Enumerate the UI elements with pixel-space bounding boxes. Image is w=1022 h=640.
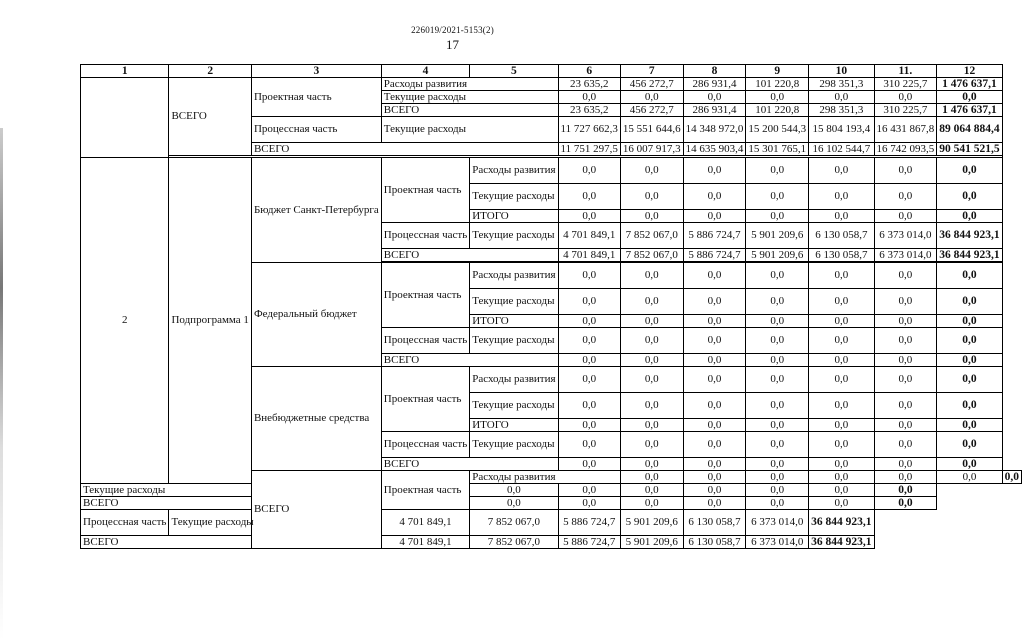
cell-value: 0,0 [746,354,809,367]
cell-value: 16 007 917,3 [620,143,683,156]
cell-value: 0,0 [620,484,683,497]
cell-value: 15 804 193,4 [809,117,874,143]
cell-value: 0,0 [620,91,683,104]
cell-total: 36 844 923,1 [937,223,1002,249]
cell-value: 0,0 [558,210,620,223]
cell-value: 5 901 209,6 [746,223,809,249]
cell-value: 7 852 067,0 [620,223,683,249]
row-label-project: Проектная часть [251,78,381,117]
cell-value: 0,0 [620,367,683,393]
cell-value: 0,0 [809,419,874,432]
cell-value: 0,0 [620,328,683,354]
cell-value: 0,0 [746,393,809,419]
row-label-current-costs: Текущие расходы [381,91,558,104]
row-label-dev-costs: Расходы развития [470,263,558,289]
cell-value: 0,0 [874,210,937,223]
cell-value: 0,0 [620,184,683,210]
cell-value: 0,0 [746,263,809,289]
cell-value: 0,0 [874,419,937,432]
cell-total: 90 541 521,5 [937,143,1002,156]
cell-value: 0,0 [746,328,809,354]
cell-value: 0,0 [683,184,746,210]
row-label-current-costs: Текущие расходы [169,510,381,536]
col-header: 9 [746,65,809,78]
cell-value: 0,0 [558,91,620,104]
cell-value: 0,0 [809,210,874,223]
cell-value: 4 701 849,1 [381,536,469,549]
row-label-project: Проектная часть [381,263,469,328]
scan-edge [0,0,3,640]
table-row [81,484,1022,497]
row-label-total-sub: ВСЕГО [381,104,558,117]
table-header-row [81,65,1022,78]
cell-value: 0,0 [874,91,937,104]
cell-value: 11 751 297,5 [558,143,620,156]
col-header: 7 [620,65,683,78]
cell-value: 0,0 [874,289,937,315]
row-label-current-costs: Текущие расходы [470,289,558,315]
cell-value: 0,0 [874,393,937,419]
row-label-current-costs: Текущие расходы [381,117,558,143]
page-number: 17 [446,37,459,52]
row-label-current-costs: Текущие расходы [470,432,558,458]
cell-value: 0,0 [620,289,683,315]
cell-value: 0,0 [620,354,683,367]
cell-value: 0,0 [746,367,809,393]
cell-total: 36 844 923,1 [937,249,1002,262]
cell-value: 0,0 [620,471,683,484]
cell-value: 0,0 [620,210,683,223]
cell-value: 101 220,8 [746,104,809,117]
row-label-dev-costs: Расходы развития [470,471,621,484]
row-label-dev-costs: Расходы развития [470,367,558,393]
row-label-current-costs: Текущие расходы [470,184,558,210]
cell-value: 0,0 [809,263,874,289]
cell-value: 101 220,8 [746,78,809,91]
table-row [81,497,1022,510]
cell-total: 0,0 [937,263,1002,289]
cell-value: 0,0 [809,158,874,184]
cell-value: 0,0 [746,289,809,315]
cell-value: 0,0 [746,315,809,328]
row-label-dev-costs: Расходы развития [381,78,558,91]
row-label-project: Проектная часть [381,367,469,432]
cell-value: 4 701 849,1 [381,510,469,536]
cell-total: 1 476 637,1 [937,104,1002,117]
cell-value: 23 635,2 [558,78,620,91]
cell-value: 0,0 [620,393,683,419]
cell-value: 14 348 972,0 [683,117,746,143]
funding-label-federal: Федеральный бюджет [251,263,381,367]
cell-value: 0,0 [620,263,683,289]
cell-value: 0,0 [683,91,746,104]
cell-value: 0,0 [874,263,937,289]
col-header: 12 [937,65,1002,78]
cell-value: 0,0 [746,484,809,497]
cell-value: 0,0 [620,458,683,471]
cell-value: 0,0 [558,289,620,315]
col-header: 1 [81,65,169,78]
col-header: 11. [874,65,937,78]
cell-value: 7 852 067,0 [470,536,558,549]
table-row [81,78,1022,91]
cell-total: 0,0 [937,91,1002,104]
cell-value: 0,0 [620,432,683,458]
cell-total: 0,0 [937,328,1002,354]
cell-value: 0,0 [620,315,683,328]
row-label-grand-total: ВСЕГО [81,536,382,549]
cell-value: 0,0 [746,158,809,184]
table-row [81,536,1022,549]
cell-value: 4 701 849,1 [558,249,620,262]
cell-value: 5 901 209,6 [620,536,683,549]
cell-total: 0,0 [937,367,1002,393]
cell-value: 0,0 [683,158,746,184]
cell-value: 0,0 [809,458,874,471]
cell-value: 11 727 662,3 [558,117,620,143]
cell-value: 0,0 [470,484,558,497]
cell-value: 0,0 [746,432,809,458]
col-header: 6 [558,65,620,78]
cell-total: 0,0 [874,497,937,510]
cell-value: 16 742 093,5 [874,143,937,156]
document-number: 226019/2021-5153(2) [411,25,494,35]
cell-value: 298 351,3 [809,104,874,117]
cell-value: 0,0 [620,158,683,184]
cell-value: 0,0 [746,497,809,510]
cell-value: 0,0 [809,315,874,328]
row-label-total: ВСЕГО [251,471,381,549]
table-row [81,510,1022,536]
cell-value: 0,0 [809,367,874,393]
cell-value: 5 901 209,6 [746,249,809,262]
cell-value: 0,0 [746,419,809,432]
row-label-current-costs: Текущие расходы [470,223,558,249]
cell-total: 0,0 [1002,471,1021,484]
row-index: 2 [81,158,169,484]
cell-value: 310 225,7 [874,78,937,91]
cell-value: 0,0 [809,91,874,104]
cell-value: 5 901 209,6 [620,510,683,536]
cell-value: 0,0 [809,184,874,210]
cell-value: 16 102 544,7 [809,143,874,156]
cell-value: 0,0 [874,471,937,484]
row-label-process: Процессная часть [81,510,169,536]
cell-value: 0,0 [746,471,809,484]
cell-value: 0,0 [558,263,620,289]
row-label-current-costs: Текущие расходы [81,484,252,497]
cell-value: 0,0 [683,315,746,328]
cell-value: 0,0 [470,497,558,510]
cell-value: 0,0 [558,484,620,497]
cell-total: 0,0 [937,289,1002,315]
col-header: 3 [251,65,381,78]
cell-value: 0,0 [874,432,937,458]
cell-value: 0,0 [746,184,809,210]
cell-value: 0,0 [809,471,874,484]
cell-value: 310 225,7 [874,104,937,117]
cell-value: 286 931,4 [683,78,746,91]
budget-table [80,64,1022,549]
cell-value: 0,0 [874,158,937,184]
cell-value: 0,0 [809,328,874,354]
row-label-total: ВСЕГО [381,249,558,262]
cell-value: 16 431 867,8 [874,117,937,143]
cell-value: 286 931,4 [683,104,746,117]
cell-value: 0,0 [558,393,620,419]
cell-value: 7 852 067,0 [470,510,558,536]
table-row [81,158,1022,184]
row-label-total: ВСЕГО [169,78,251,156]
cell-value: 0,0 [620,497,683,510]
cell-value: 0,0 [746,458,809,471]
cell-value: 0,0 [874,354,937,367]
funding-label-spb: Бюджет Санкт-Петербурга [251,158,381,263]
cell-total: 0,0 [937,210,1002,223]
cell-value: 0,0 [809,497,874,510]
cell-value: 0,0 [809,432,874,458]
cell-total: 0,0 [937,315,1002,328]
row-label-current-costs: Текущие расходы [470,328,558,354]
cell-value: 0,0 [809,484,874,497]
cell-value: 5 886 724,7 [558,510,620,536]
row-label-process: Процессная часть [381,328,469,354]
funding-label-extrabudget: Внебюджетные средства [251,367,381,471]
cell-value: 0,0 [558,432,620,458]
row-label-total: ВСЕГО [381,354,558,367]
row-label-itogo: ИТОГО [470,419,558,432]
cell-value: 0,0 [683,354,746,367]
row-label-itogo: ИТОГО [470,315,558,328]
col-header: 2 [169,65,251,78]
cell-value: 0,0 [558,354,620,367]
cell-value: 0,0 [558,497,620,510]
cell-value: 0,0 [683,458,746,471]
cell-value: 4 701 849,1 [558,223,620,249]
cell-value: 0,0 [746,91,809,104]
cell-value: 6 373 014,0 [746,510,809,536]
row-label-process: Процессная часть [381,432,469,458]
cell-value: 6 130 058,7 [683,510,746,536]
cell-value: 15 551 644,6 [620,117,683,143]
cell-value: 0,0 [558,315,620,328]
cell-value: 0,0 [558,328,620,354]
cell-total: 0,0 [937,158,1002,184]
row-label-grand-total: ВСЕГО [251,143,558,156]
col-header: 8 [683,65,746,78]
cell-total: 36 844 923,1 [809,536,874,549]
cell-value: 6 373 014,0 [874,223,937,249]
row-label-current-costs: Текущие расходы [470,393,558,419]
cell-total: 89 064 884,4 [937,117,1002,143]
cell-value: 298 351,3 [809,78,874,91]
cell-value: 456 272,7 [620,104,683,117]
cell-value: 6 130 058,7 [809,249,874,262]
cell-value: 0,0 [874,367,937,393]
col-header: 5 [470,65,558,78]
col-header: 4 [381,65,469,78]
cell-value: 6 130 058,7 [809,223,874,249]
cell-value: 6 373 014,0 [874,249,937,262]
cell-value: 0,0 [620,419,683,432]
row-label-itogo: ИТОГО [470,210,558,223]
cell-value: 0,0 [683,210,746,223]
cell-total: 36 844 923,1 [809,510,874,536]
cell-value: 0,0 [683,289,746,315]
cell-value: 0,0 [937,471,1002,484]
cell-value: 0,0 [809,393,874,419]
cell-value: 0,0 [874,315,937,328]
cell-value: 0,0 [874,184,937,210]
subprogram-label: Подпрограмма 1 [169,158,251,484]
cell-value: 0,0 [683,393,746,419]
row-index-empty [81,78,169,158]
cell-value: 23 635,2 [558,104,620,117]
cell-total: 0,0 [937,419,1002,432]
col-header: 10 [809,65,874,78]
row-label-project: Проектная часть [381,158,469,223]
cell-value: 0,0 [874,458,937,471]
cell-value: 0,0 [558,158,620,184]
cell-value: 0,0 [683,419,746,432]
cell-value: 15 200 544,3 [746,117,809,143]
cell-value: 0,0 [683,432,746,458]
cell-value: 6 373 014,0 [746,536,809,549]
cell-total: 0,0 [937,184,1002,210]
cell-value: 0,0 [683,497,746,510]
cell-total: 0,0 [937,354,1002,367]
cell-value: 0,0 [558,458,620,471]
cell-value: 5 886 724,7 [558,536,620,549]
cell-value: 0,0 [683,484,746,497]
cell-total: 0,0 [937,393,1002,419]
row-label-process: Процессная часть [251,117,381,143]
row-label-dev-costs: Расходы развития [470,158,558,184]
cell-value: 7 852 067,0 [620,249,683,262]
cell-value: 0,0 [809,354,874,367]
cell-value: 15 301 765,1 [746,143,809,156]
cell-value: 0,0 [683,367,746,393]
cell-value: 6 130 058,7 [683,536,746,549]
cell-total: 0,0 [937,458,1002,471]
cell-value: 0,0 [558,419,620,432]
row-label-process: Процессная часть [381,223,469,249]
cell-value: 0,0 [683,263,746,289]
cell-total: 0,0 [937,432,1002,458]
row-label-total: ВСЕГО [381,458,558,471]
row-label-project: Проектная часть [381,471,469,510]
cell-value: 0,0 [683,471,746,484]
cell-value: 0,0 [558,367,620,393]
cell-value: 5 886 724,7 [683,249,746,262]
cell-total: 0,0 [874,484,937,497]
row-label-total-sub: ВСЕГО [81,497,252,510]
cell-value: 456 272,7 [620,78,683,91]
cell-value: 0,0 [558,184,620,210]
cell-value: 5 886 724,7 [683,223,746,249]
cell-total: 1 476 637,1 [937,78,1002,91]
cell-value: 0,0 [746,210,809,223]
cell-value: 0,0 [874,328,937,354]
cell-value: 0,0 [809,289,874,315]
cell-value: 0,0 [683,328,746,354]
cell-value: 14 635 903,4 [683,143,746,156]
